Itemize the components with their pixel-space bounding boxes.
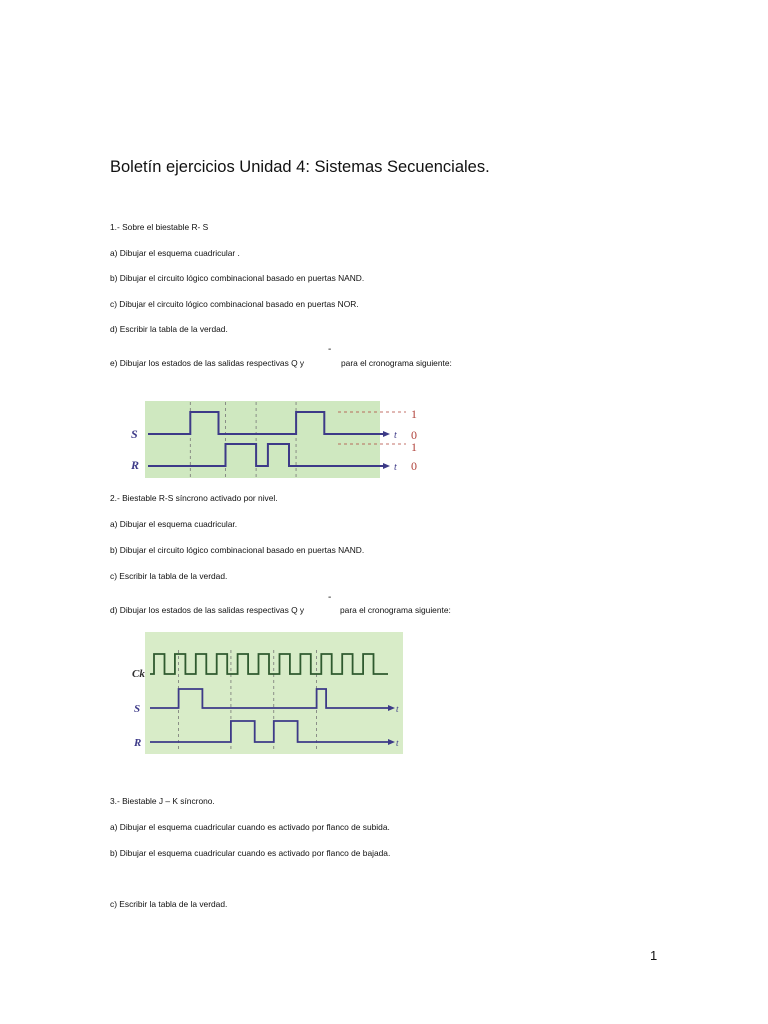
section-2-item-c: c) Escribir la tabla de la verdad. <box>110 571 228 581</box>
section-1-heading: 1.- Sobre el biestable R- S <box>110 222 209 232</box>
section-1-item-d: d) Escribir la tabla de la verdad. <box>110 324 228 334</box>
time-label-s: t <box>394 430 397 441</box>
section-2-item-d-part2: para el cronograma siguiente: <box>340 605 451 615</box>
section-1-item-e-part2: para el cronograma siguiente: <box>341 358 452 368</box>
level-label-s-low: 0 <box>411 428 417 442</box>
signal-label-r: R <box>131 458 140 472</box>
time-label-r: t <box>394 462 397 473</box>
level-label-s-high: 1 <box>411 407 417 421</box>
q-overline-mark: - <box>328 344 332 355</box>
signal-label-s: S <box>131 427 138 441</box>
section-2-item-b: b) Dibujar el circuito lógico combinacional basado en puertas NAND. <box>110 545 365 555</box>
section-1-item-c: c) Dibujar el circuito lógico combinacional basado en puertas NOR. <box>110 299 359 309</box>
page-title: Boletín ejercicios Unidad 4: Sistemas Secuenciales. <box>110 158 490 176</box>
page-number: 1 <box>650 948 658 963</box>
section-2-item-d-part1: d) Dibujar los estados de las salidas respectivas Q y <box>110 605 305 615</box>
time-label-s-2: t <box>396 704 399 714</box>
section-3-item-a: a) Dibujar el esquema cuadricular cuando es activado por flanco de subida. <box>110 822 390 832</box>
clock-waveform <box>150 654 388 674</box>
section-3-heading: 3.- Biestable J – K síncrono. <box>110 796 215 806</box>
section-3-item-b: b) Dibujar el esquema cuadricular cuando es activado por flanco de bajada. <box>110 848 391 858</box>
time-axis-arrow-r <box>383 463 390 469</box>
level-label-r-high: 1 <box>411 440 417 454</box>
signal-label-s-2: S <box>134 703 141 715</box>
signal-label-r-2: R <box>134 737 142 749</box>
section-1-item-e-part1: e) Dibujar los estados de las salidas respectivas Q y <box>110 358 305 368</box>
level-label-r-low: 0 <box>411 459 417 473</box>
clocked-rs-chronogram <box>120 630 405 756</box>
section-1-item-b: b) Dibujar el circuito lógico combinacional basado en puertas NAND. <box>110 273 365 283</box>
section-2-heading: 2.- Biestable R-S síncrono activado por nivel. <box>110 493 278 503</box>
q-overline-mark-2: - <box>328 592 332 603</box>
section-2-item-a: a) Dibujar el esquema cuadricular. <box>110 519 238 529</box>
section-3-item-c: c) Escribir la tabla de la verdad. <box>110 899 228 909</box>
section-1-item-a: a) Dibujar el esquema cuadricular . <box>110 248 240 258</box>
rs-chronogram <box>118 392 430 482</box>
clock-label: Ck <box>132 668 145 680</box>
time-label-r-2: t <box>396 738 399 748</box>
time-axis-arrow-s <box>383 431 390 437</box>
